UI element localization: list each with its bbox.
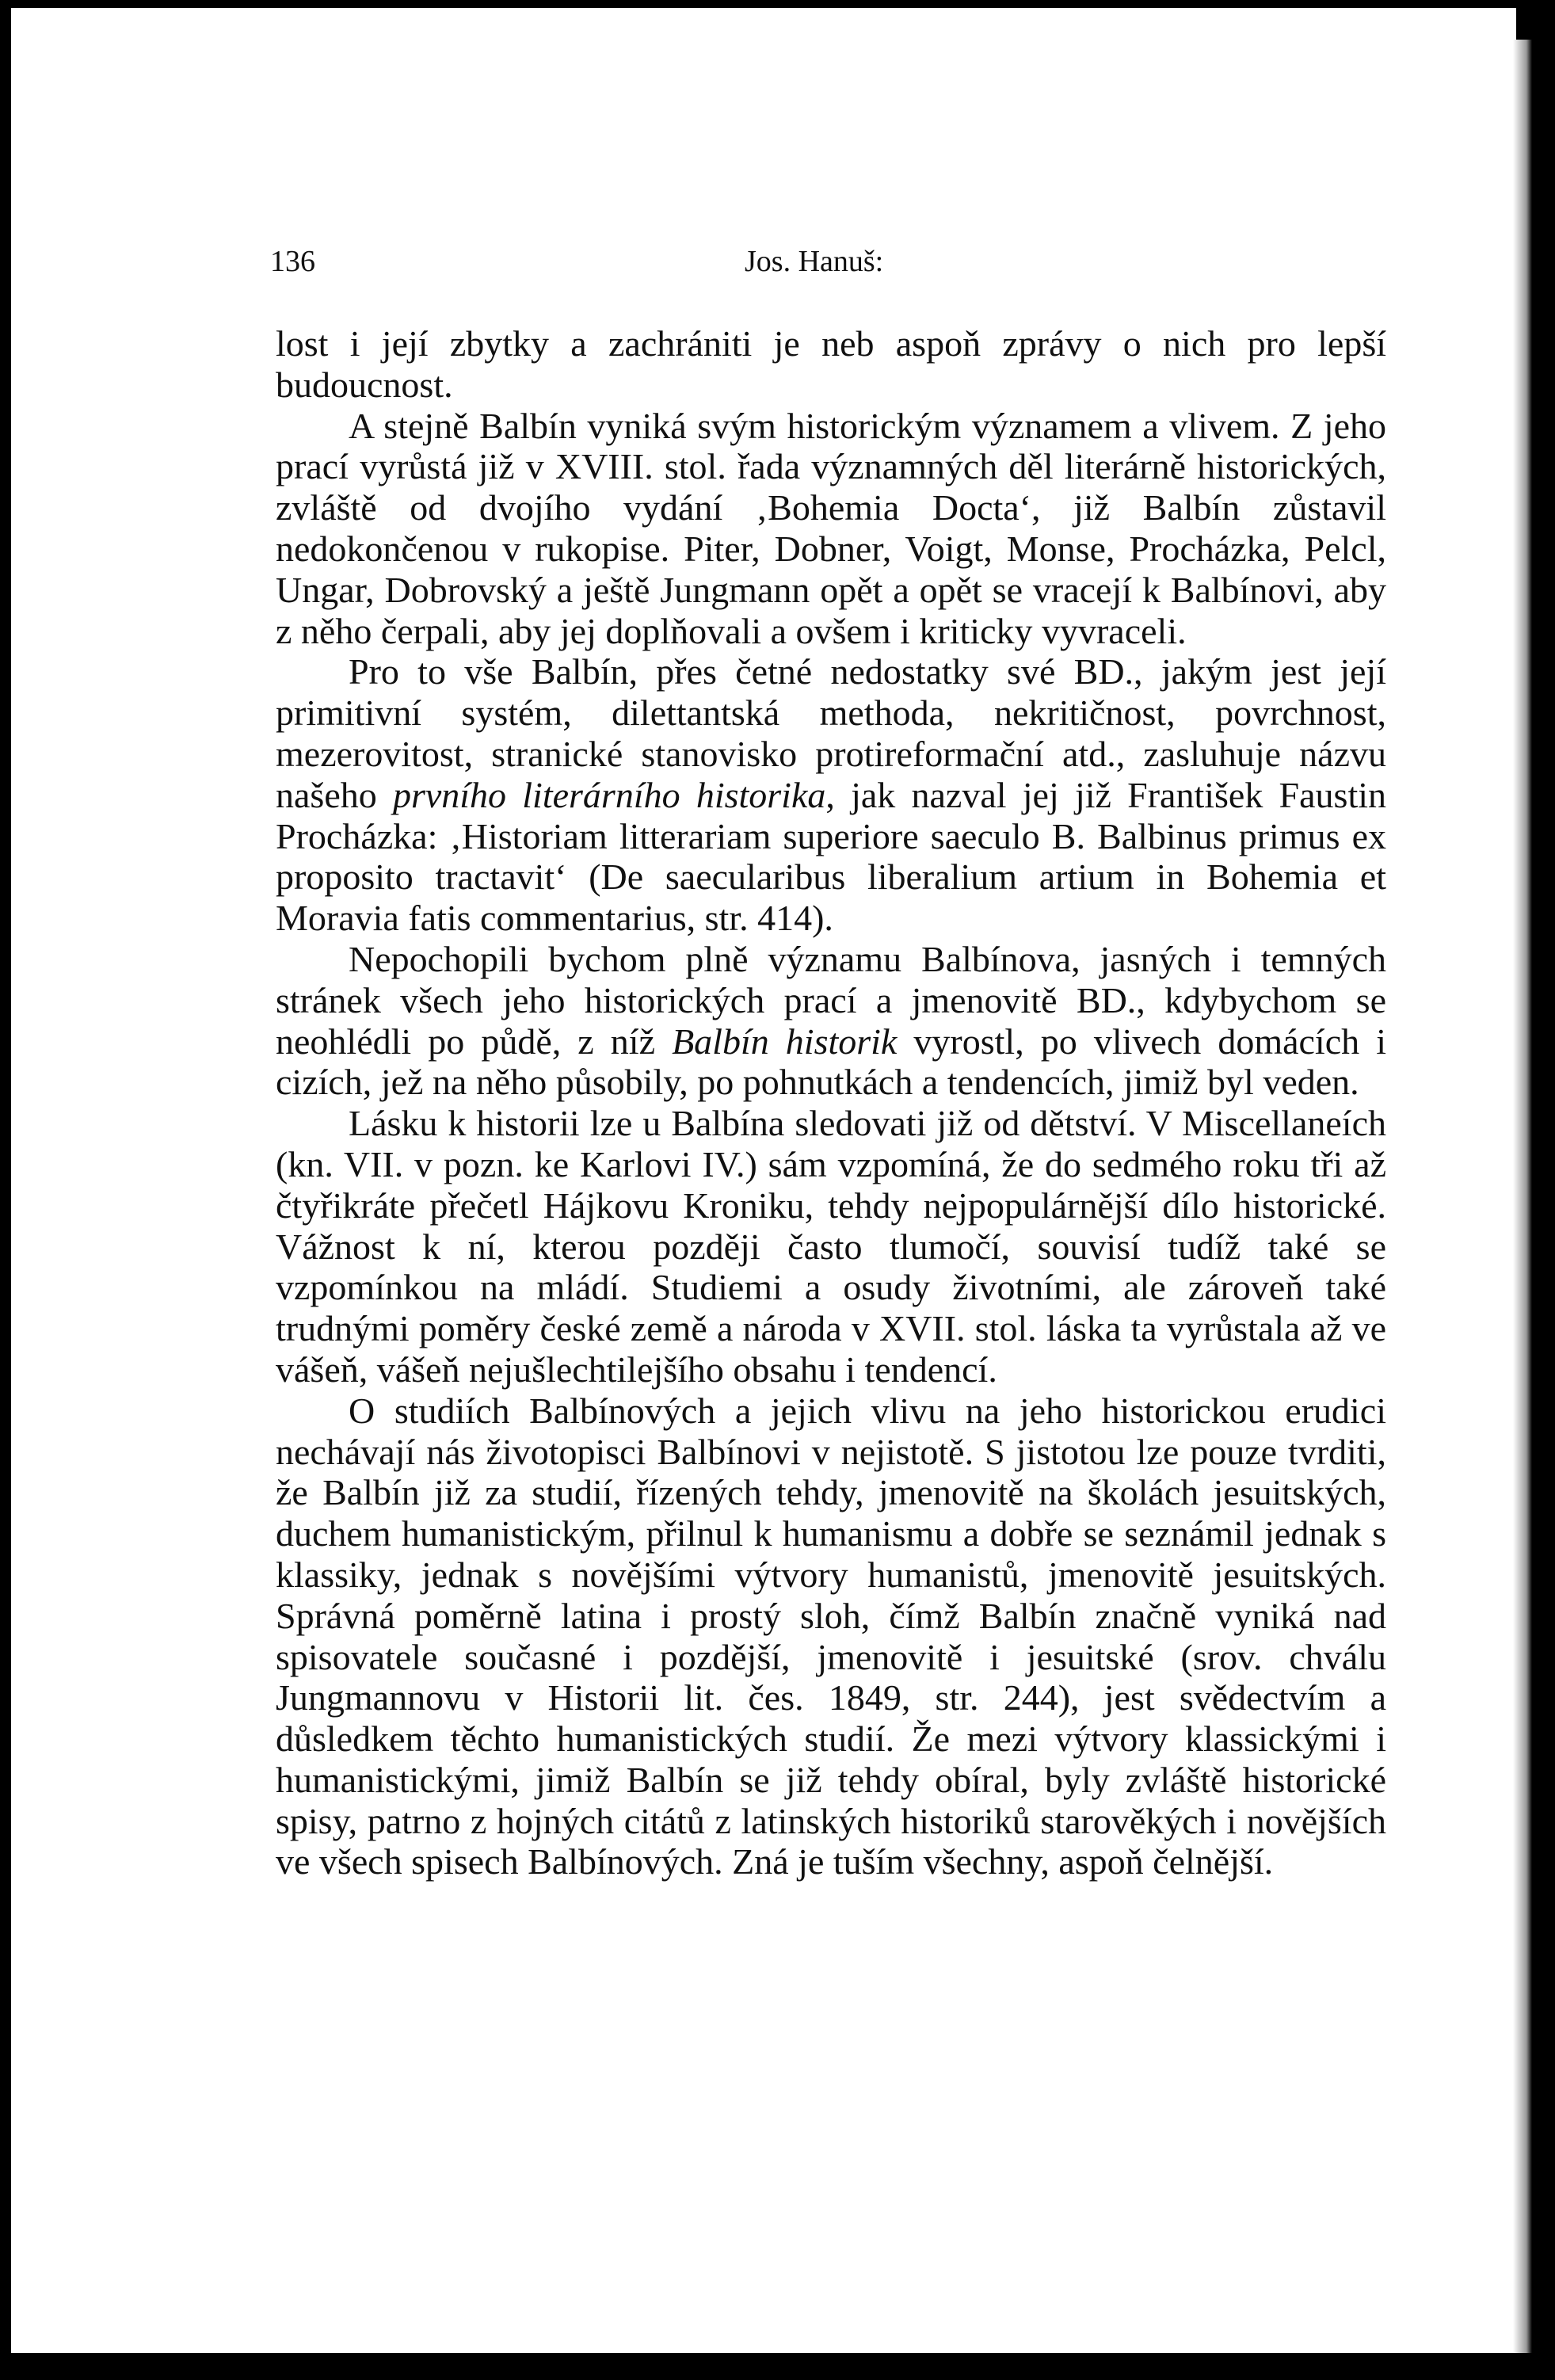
paragraph-text: Pro to vše Balbín, přes četné nedostatky své BD., jakým jest její primitivní systém, dilettantská methoda, nekritičnost, povrchnost, mezerovitost, stranické stanovisko protireformační atd., zasluhuje názvu našeho — [276, 651, 1386, 815]
paragraph-text: Nepochopili bychom plně významu Balbínova, jasných i temných stránek všech jeho historických prací a jmenovitě BD., kdybychom se neohlédli po půdě, z níž — [276, 938, 1386, 1062]
emphasized-title: prvního literárního historika — [392, 774, 826, 815]
paragraph: O studiích Balbínových a jejich vlivu na jeho historickou erudici nechávají nás životopisci Balbínovi v nejistotě. S jistotou lze pouze tvrditi, že Balbín již za studií, řízených tehdy, jmenovitě na školách jesuitských, duchem humanistickým, přilnul k humanismu a dobře se seznámil jednak s klassiky, jednak s novějšími výtvory humanistů, jmenovitě jesuitských. Správná poměrně latina i prostý sloh, čímž Balbín značně vyniká nad spisovatele současné i pozdější, jmenovitě i jesuitské (srov. chválu Jungmannovu v Historii lit. čes. 1849, str. 244), jest svědectvím a důsledkem těchto humanistických studií. Že mezi výtvory klassickými i humanistickými, jimiž Balbín se již tehdy obíral, byly zvláště historické spisy, patrno z hojných citátů z latinských historiků starověkých i novějších ve všech spisech Balbínových. Zná je tuším všechny, aspoň čelnější. — [276, 1390, 1386, 1882]
paragraph-text: , jak nazval jej již František Faustin Procházka: ‚Historiam litterariam superiore saeculo B. Balbinus primus ex proposito tractavit‘ (De saecularibus liberalium artium in Bohemia et Moravia fatis commentarius, str. 414). — [276, 774, 1387, 939]
paragraph: A stejně Balbín vyniká svým historickým významem a vlivem. Z jeho prací vyrůstá již v XVIII. stol. řada významných děl literárně historických, zvláště od dvojího vydání ‚Bohemia Docta‘, již Balbín zůstavil nedokončenou v rukopise. Piter, Dobner, Voigt, Monse, Procházka, Pelcl, Ungar, Dobrovský a ještě Jungmann opět a opět se vracejí k Balbínovi, aby z něho čerpali, aby jej doplňovali a ovšem i kriticky vyvraceli. — [276, 405, 1386, 651]
page-header — [11, 244, 1516, 292]
paragraph-text: vyrostl, po vlivech domácích i cizích, jež na něho působily, po pohnutkách a tendencích, jimiž byl veden. — [276, 1020, 1386, 1103]
book-page — [11, 8, 1516, 2353]
body-text — [276, 323, 1386, 1882]
paragraph: Lásku k historii lze u Balbína sledovati již od dětství. V Miscellaneích (kn. VII. v pozn. ke Karlovi IV.) sám vzpomíná, že do sedmého roku tři až čtyřikráte přečetl Hájkovu Kroniku, tehdy nejpopulárnější dílo historické. Vážnost k ní, kterou později často tlumočí, souvisí tudíž také se vzpomínkou na mládí. Studiemi a osudy životními, ale zároveň také trudnými poměry české země a národa v XVII. stol. láska ta vyrůstala až ve vášeň, vášeň nejušlechtilejšího obsahu i tendencí. — [276, 1103, 1386, 1390]
paragraph — [276, 939, 1386, 1103]
page-edge-shadow — [1513, 40, 1532, 2353]
emphasized-title: Balbín historik — [672, 1020, 898, 1062]
paragraph — [276, 651, 1386, 939]
running-head: Jos. Hanuš: — [745, 245, 884, 278]
paragraph: lost i její zbytky a zachrániti je neb aspoň zprávy o nich pro lepší budoucnost. — [276, 323, 1386, 405]
page-number: 136 — [270, 245, 315, 278]
